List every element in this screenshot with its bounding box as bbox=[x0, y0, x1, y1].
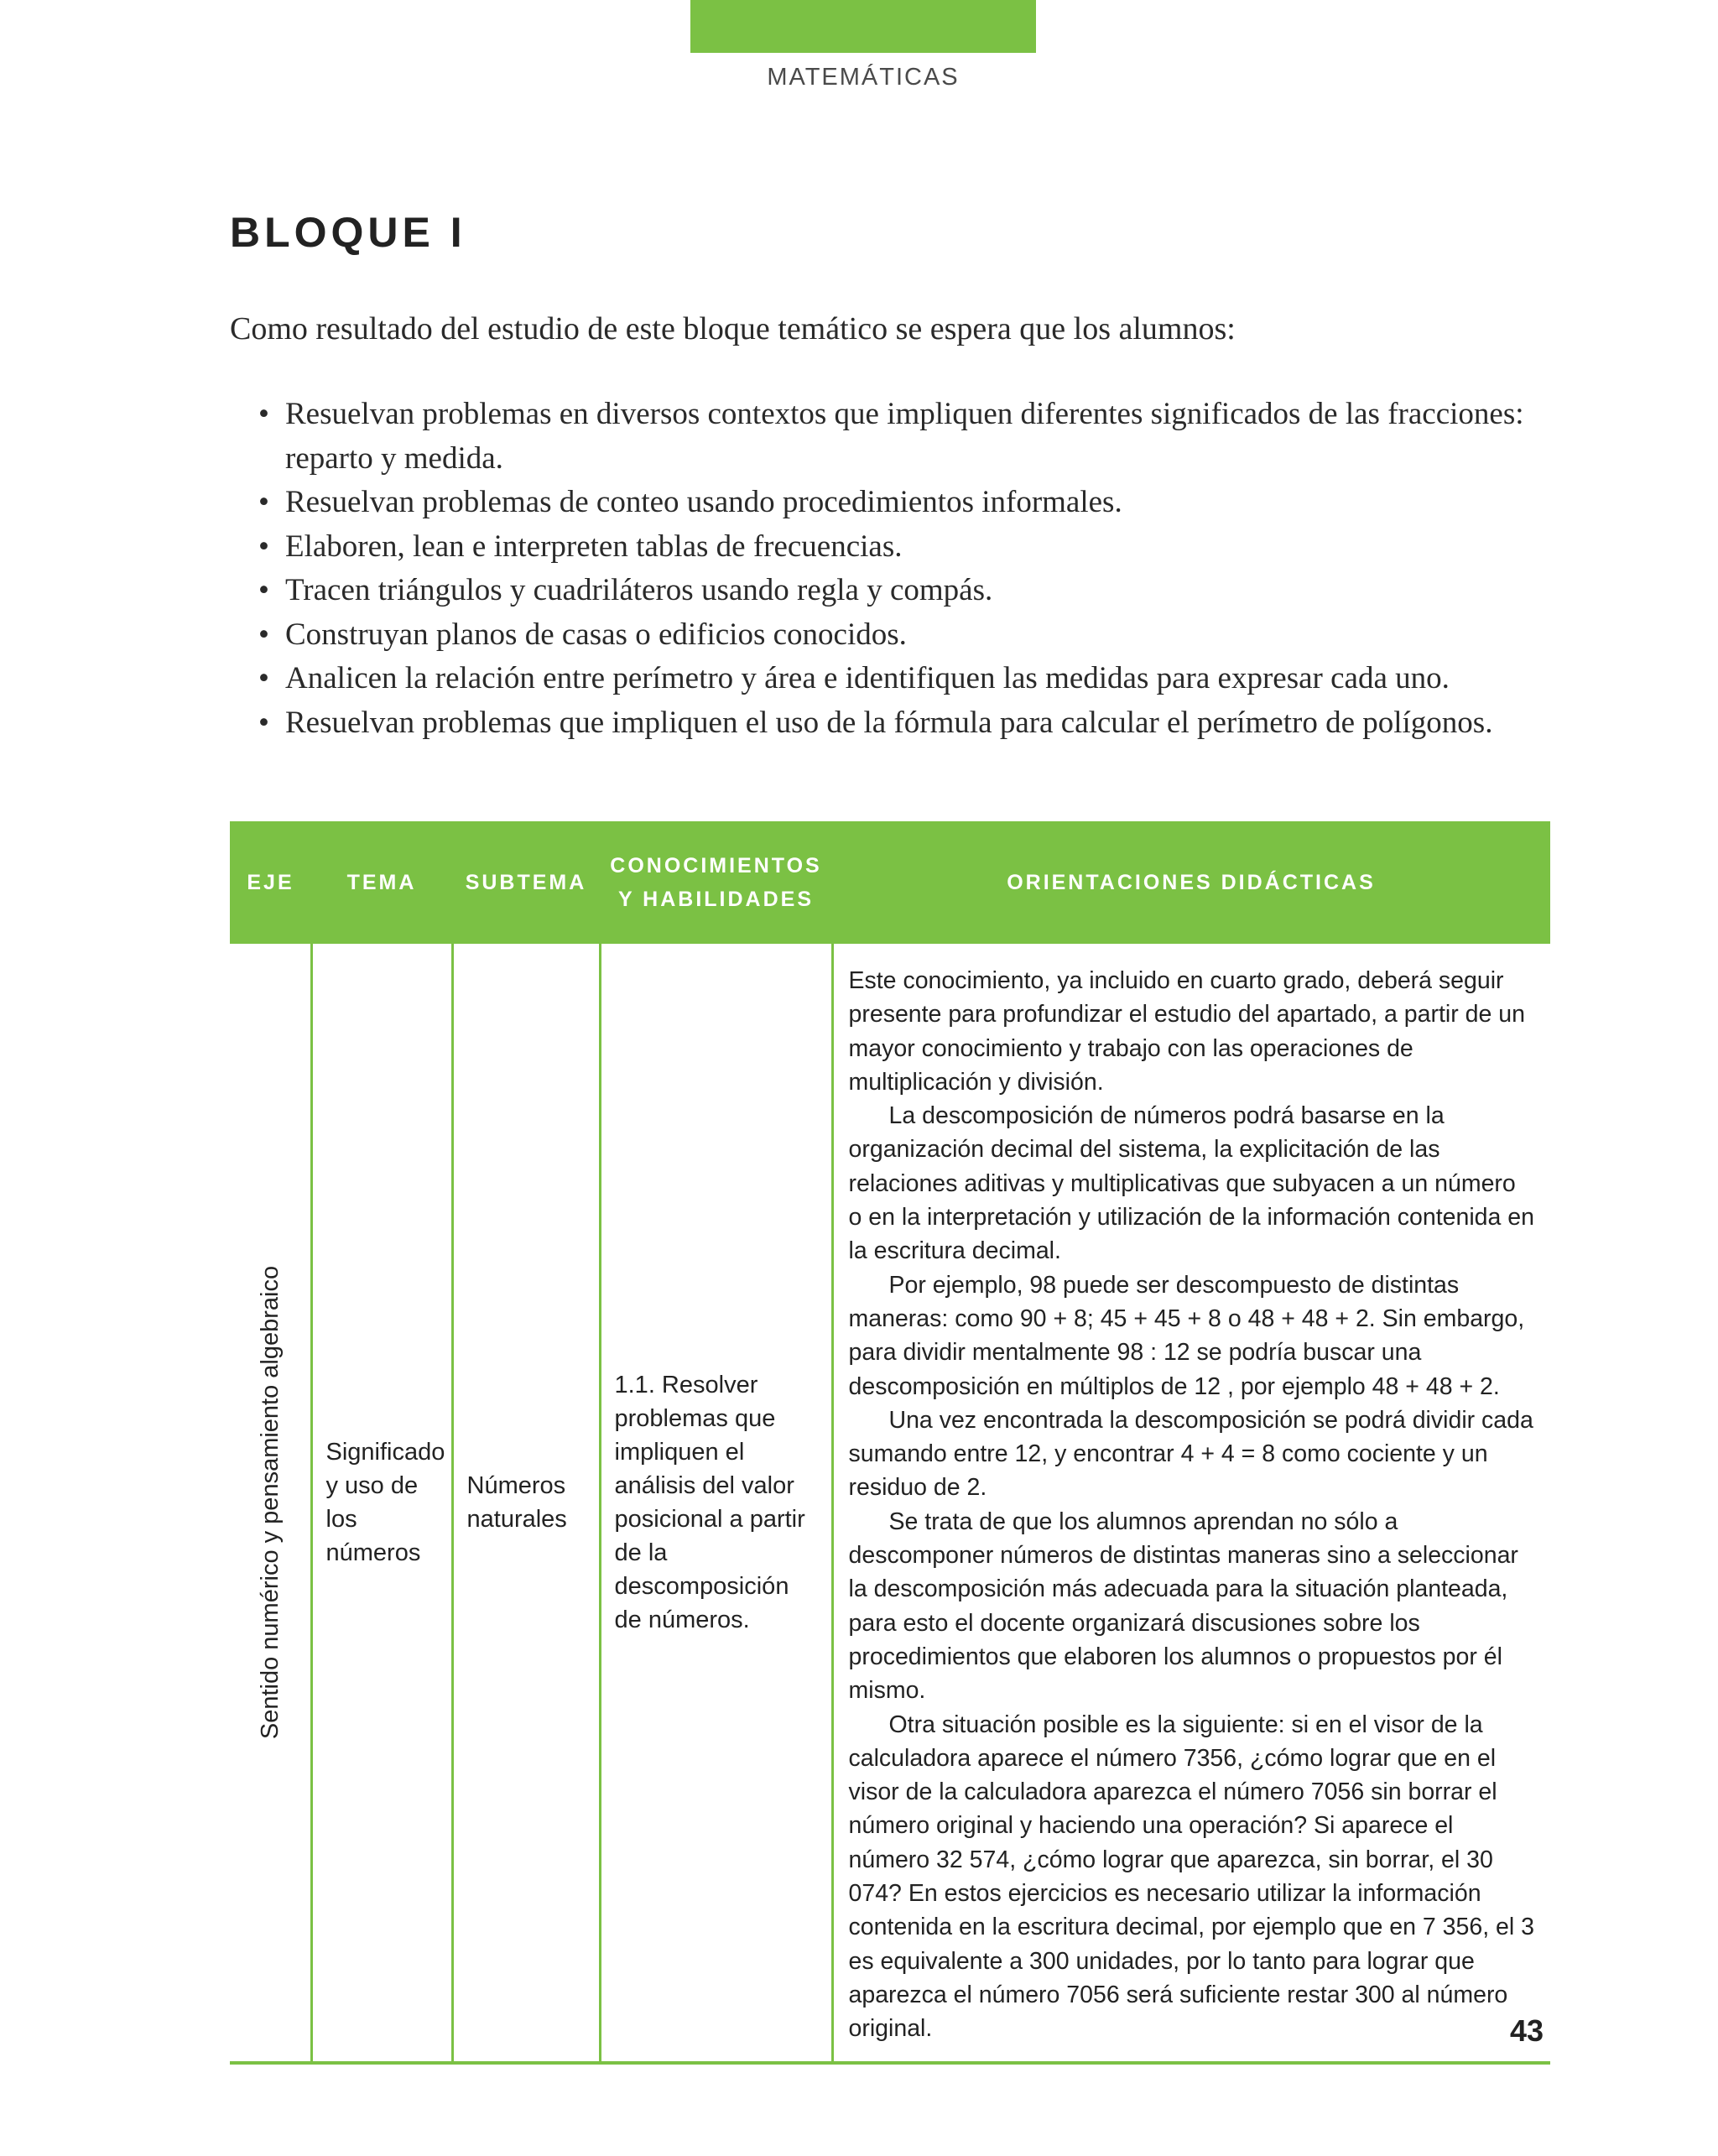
objective-text: Construyan planos de casas o edificios conocidos. bbox=[285, 617, 907, 652]
bullet: • bbox=[258, 529, 269, 564]
orientacion-paragraph: Se trata de que los alumnos aprendan no sólo a descomponer números de distintas maneras sino a seleccionar la descomposición más adecuada para la situación planteada, para esto el docente organizará discusiones sobre los procedimientos que elaboren los alumnos o propuestos por él mismo. bbox=[848, 1508, 1518, 1705]
header-accent-tab bbox=[690, 0, 1036, 53]
header-conocimientos-line1: CONOCIMIENTOS bbox=[610, 854, 822, 878]
objective-item bbox=[252, 569, 1560, 613]
bullet: • bbox=[258, 661, 269, 695]
header-conocimientos bbox=[600, 821, 832, 944]
objective-text: Resuelvan problemas en diversos contextos que impliquen diferentes significados de las fracciones: reparto y medida. bbox=[285, 397, 1524, 476]
objective-text: Tracen triángulos y cuadriláteros usando regla y compás. bbox=[285, 573, 993, 607]
section-label: MATEMÁTICAS bbox=[767, 64, 960, 91]
bullet: • bbox=[258, 705, 269, 740]
bullet: • bbox=[258, 485, 269, 519]
orientacion-paragraph: Otra situación posible es la siguiente: si en el visor de la calculadora aparece el número 7356, ¿cómo lograr que en el visor de la calculadora aparezca el número 7056 sin borrar el número original y haciendo una operación? Si aparece el número 32 574, ¿cómo lograr que aparezca, sin borrar, el 30 074? En estos ejercicios es necesario utilizar la información contenida en la escritura decimal, por ejemplo que en 7 356, el 3 es equivalente a 300 unidades, por lo tanto para lograr que aparezca el número 7056 será suficiente restar 300 al número original. bbox=[848, 1711, 1535, 2043]
table-header-row bbox=[230, 821, 1550, 944]
header-subtema: SUBTEMA bbox=[452, 821, 600, 944]
objective-item bbox=[252, 393, 1560, 481]
header-eje: EJE bbox=[230, 821, 311, 944]
page-number: 43 bbox=[1510, 2013, 1544, 2048]
objective-text: Resuelvan problemas que impliquen el uso de la fórmula para calcular el perímetro de polígonos. bbox=[285, 705, 1493, 740]
curriculum-table-wrapper bbox=[230, 821, 1550, 2065]
objectives-list bbox=[252, 393, 1560, 745]
orientacion-paragraph: Una vez encontrada la descomposición se podrá dividir cada sumando entre 12, y encontrar 4 + 4 = 8 como cociente y un residuo de 2. bbox=[848, 1406, 1533, 1502]
orientacion-paragraph: Este conocimiento, ya incluido en cuarto grado, deberá seguir presente para profundizar el estudio del apartado, a partir de un mayor conocimiento y trabajo con las operaciones de multiplicación y división. bbox=[848, 967, 1525, 1096]
block-title: BLOQUE I bbox=[230, 209, 466, 256]
objective-text: Elaboren, lean e interpreten tablas de frecuencias. bbox=[285, 529, 903, 564]
objective-item bbox=[252, 657, 1560, 701]
cell-orientaciones bbox=[832, 944, 1550, 2063]
header-orientaciones: ORIENTACIONES DIDÁCTICAS bbox=[832, 821, 1550, 944]
objective-text: Analicen la relación entre perímetro y área e identifiquen las medidas para expresar cada uno. bbox=[285, 661, 1450, 695]
cell-conocimientos: 1.1. Resolver problemas que impliquen el análisis del valor posicional a partir de la descomposición de números. bbox=[600, 944, 832, 2063]
block-intro: Como resultado del estudio de este bloque temático se espera que los alumnos: bbox=[230, 311, 1236, 346]
eje-text: Sentido numérico y pensamiento algebraico bbox=[256, 1265, 284, 1739]
curriculum-table bbox=[230, 821, 1550, 2065]
objective-item bbox=[252, 525, 1560, 570]
objective-item bbox=[252, 613, 1560, 658]
objective-text: Resuelvan problemas de conteo usando procedimientos informales. bbox=[285, 485, 1122, 519]
bullet: • bbox=[258, 617, 269, 652]
table-row bbox=[230, 944, 1550, 2063]
header-conocimientos-line2: Y HABILIDADES bbox=[617, 888, 814, 911]
header-tema: TEMA bbox=[311, 821, 452, 944]
cell-eje bbox=[230, 944, 311, 2063]
orientacion-paragraph: Por ejemplo, 98 puede ser descompuesto de distintas maneras: como 90 + 8; 45 + 45 + 8 o 48 + 48 + 2. Sin embargo, para dividir mentalmente 98 : 12 se podría buscar una descomposición en múltiplos de 12 , por ejemplo 48 + 48 + 2. bbox=[848, 1271, 1525, 1400]
bullet: • bbox=[258, 573, 269, 607]
bullet: • bbox=[258, 397, 269, 431]
cell-subtema: Números naturales bbox=[452, 944, 600, 2063]
objective-item bbox=[252, 481, 1560, 525]
cell-tema: Significado y uso de los números bbox=[311, 944, 452, 2063]
orientacion-paragraph: La descomposición de números podrá basarse en la organización decimal del sistema, la explicitación de las relaciones aditivas y multiplicativas que subyacen a un número o en la interpretación y utilización de la información contenida en la escritura decimal. bbox=[848, 1102, 1534, 1265]
objective-item bbox=[252, 701, 1560, 746]
